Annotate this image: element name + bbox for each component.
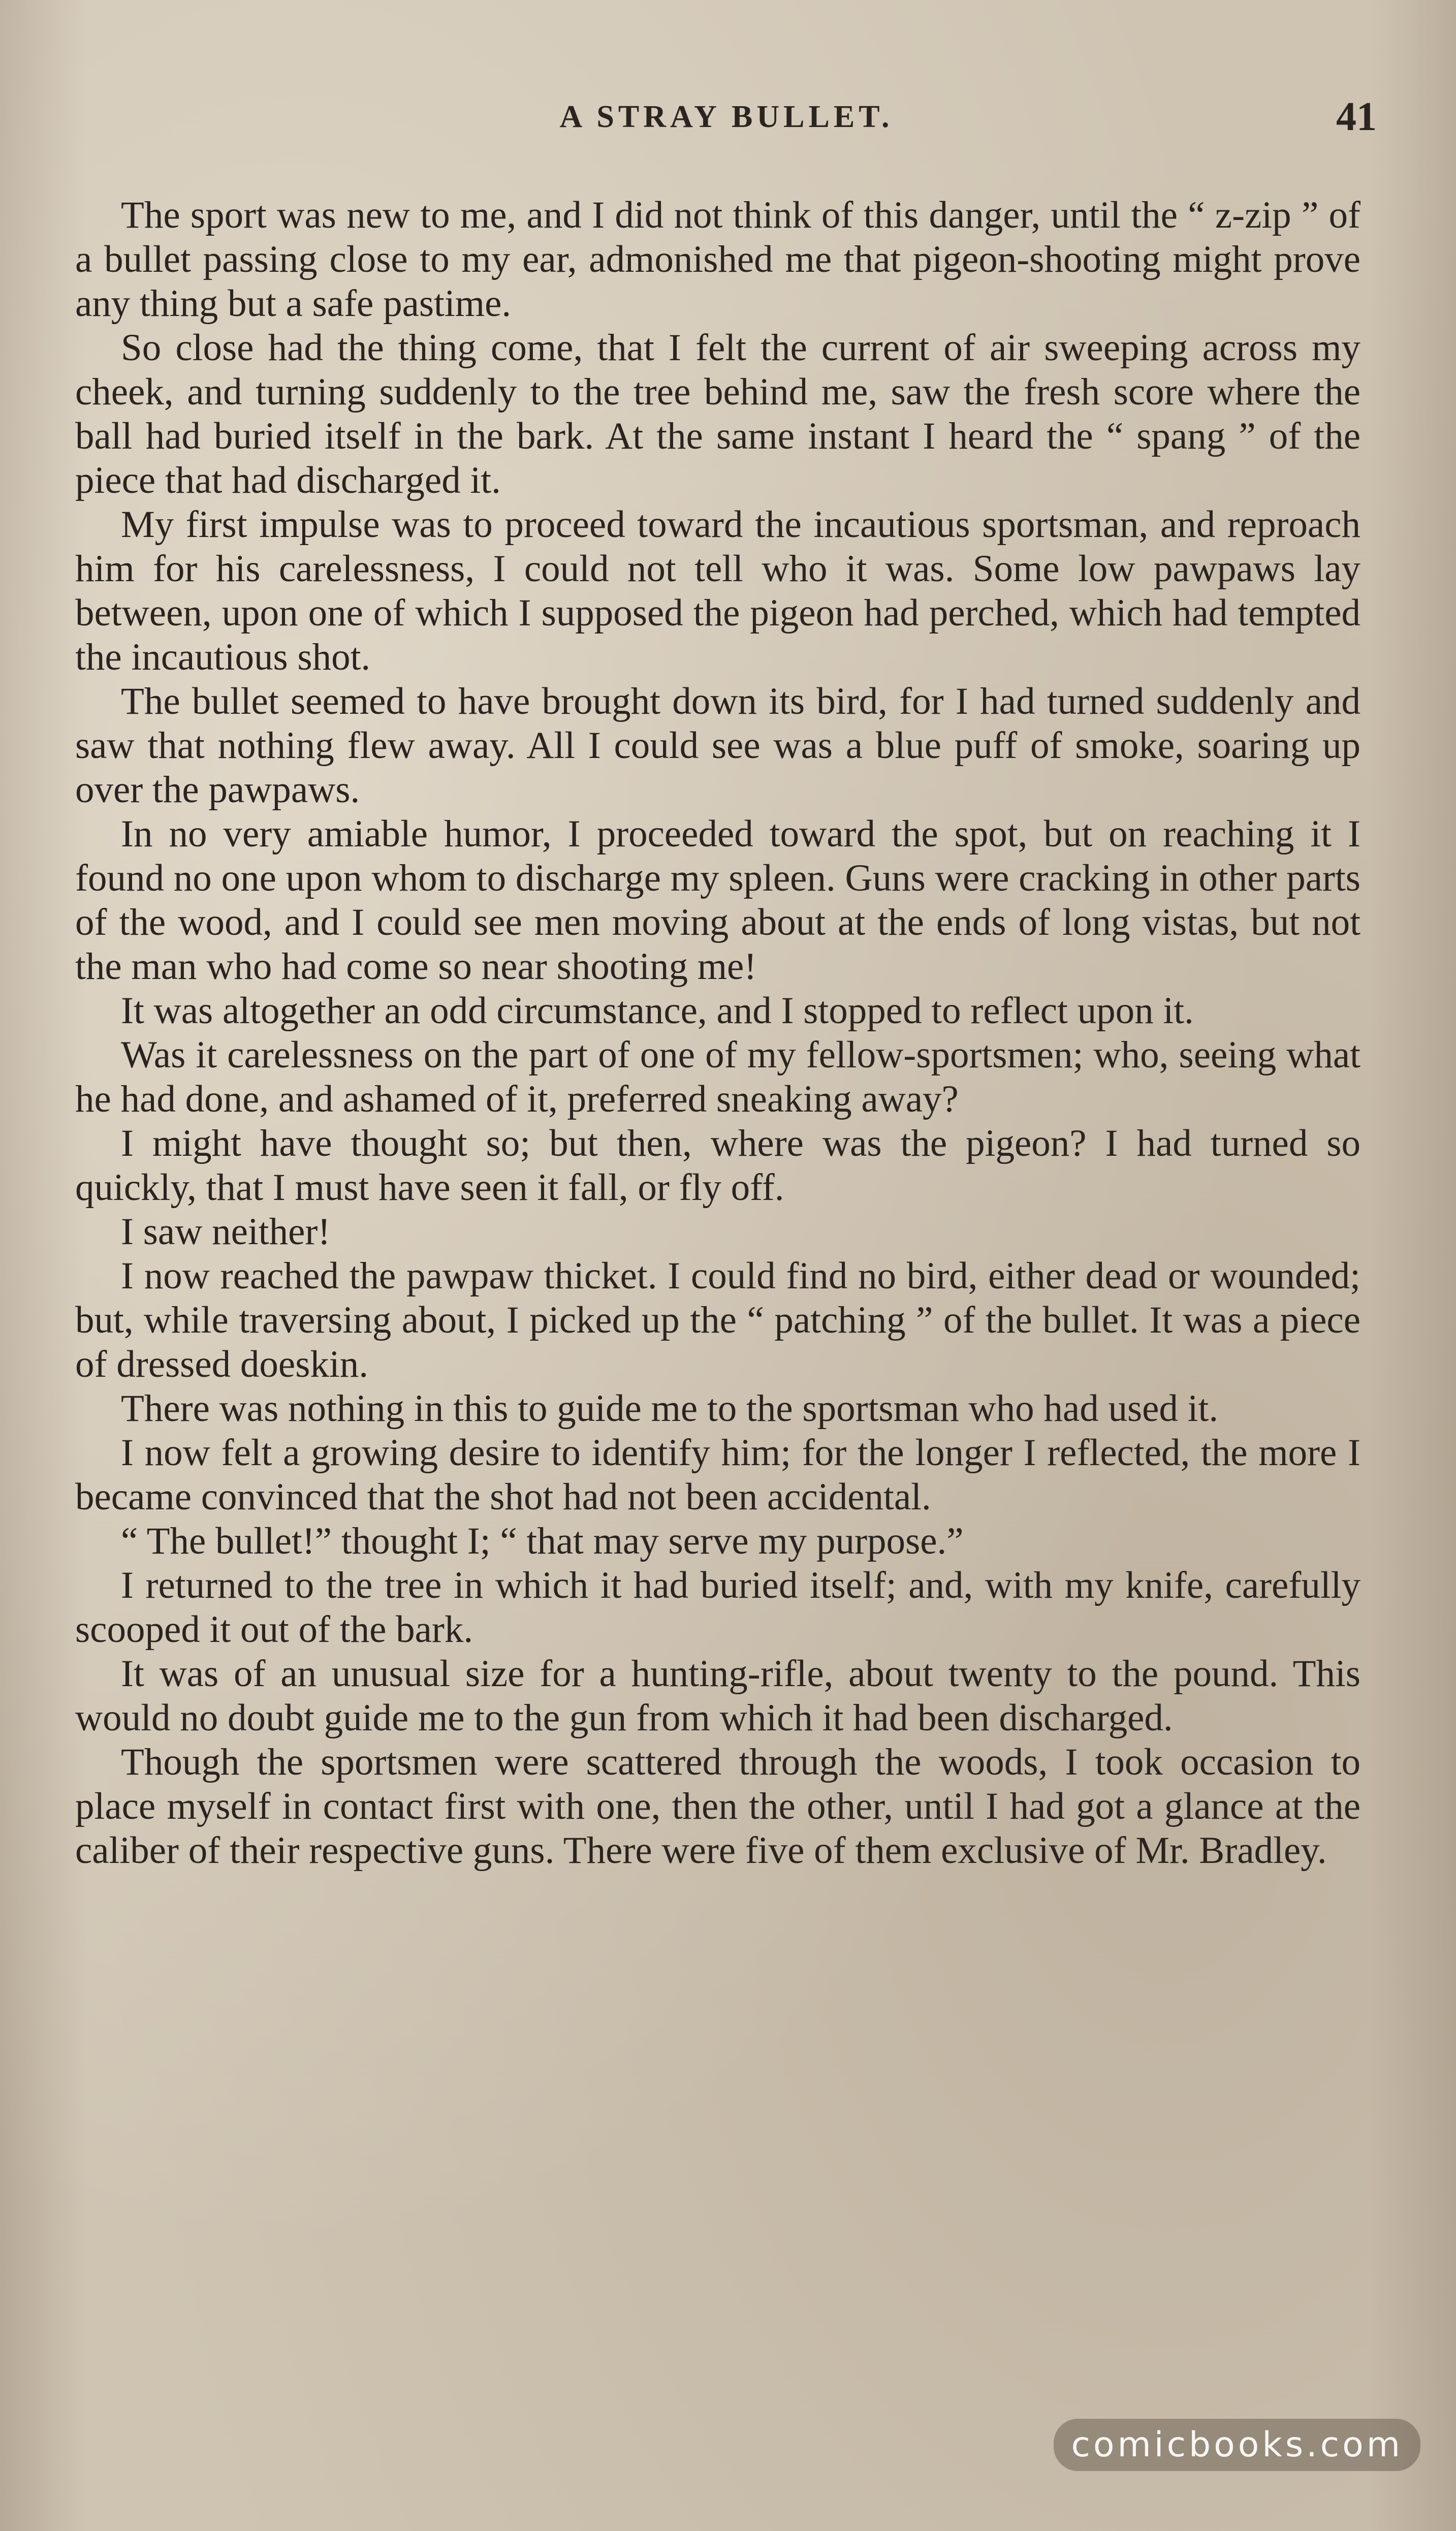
page-number: 41 [1336,94,1377,139]
paragraph: “ The bullet!” thought I; “ that may serve my purpose.” [121,1520,964,1562]
paragraph: Was it carelessness on the part of one of my fellow-sportsmen; who, seeing what he had done, and ashamed of it, preferred sneaking away? [75,1034,1360,1120]
paragraph: I might have thought so; but then, where was the pigeon? I had turned so quickly, that I must have seen it fall, or fly off. [75,1122,1360,1209]
paragraph: It was altogether an odd circumstance, and I stopped to reflect upon it. [121,990,1194,1032]
paragraph: It was of an unusual size for a hunting-rifle, about twenty to the pound. This would no doubt guide me to the gun from which it had been discharged. [75,1653,1360,1739]
paragraph: The bullet seemed to have brought down its bird, for I had turned suddenly and saw that nothing flew away. All I could see was a blue puff of smoke, soaring up over the pawpaws. [75,680,1360,811]
paragraph: I now reached the pawpaw thicket. I could find no bird, either dead or wounded; but, while traversing about, I picked up the “ patching ” of the bullet. It was a piece of dressed doeskin. [75,1255,1360,1385]
paragraph: The sport was new to me, and I did not think of this danger, until the “ z-zip ” of a bullet passing close to my ear, admonished me that pigeon-shooting might prove any thing but a safe pastime. [75,194,1360,325]
paragraph: There was nothing in this to guide me to the sportsman who had used it. [121,1387,1219,1430]
running-head [76,89,1377,145]
paragraph: So close had the thing come, that I felt the current of air sweeping across my cheek, and turning suddenly to the tree behind me, saw the fresh score where the ball had buried itself in the bark. At the same instant I heard the “ spang ” of the piece that had discharged it. [75,327,1360,501]
paragraph: My first impulse was to proceed toward the incautious sportsman, and reproach him for his carelessness, I could not tell who it was. Some low pawpaws lay between, upon one of which I supposed the pigeon had perched, which had tempted the incautious shot. [75,503,1360,678]
paragraph: Though the sportsmen were scattered through the woods, I took occasion to place myself in contact first with one, then the other, until I had got a glance at the caliber of their respective guns. There were five of them exclusive of Mr. Bradley. [75,1741,1360,1872]
body-text [75,193,1360,1873]
paragraph: I saw neither! [121,1211,331,1253]
running-title: A STRAY BULLET. [559,100,894,134]
watermark: comicbooks.com [1054,2419,1420,2471]
paragraph: In no very amiable humor, I proceeded toward the spot, but on reaching it I found no one upon whom to discharge my spleen. Guns were cracking in other parts of the wood, and I could see men moving about at the ends of long vistas, but not the man who had come so near shooting me! [75,813,1360,988]
paragraph: I now felt a growing desire to identify him; for the longer I reflected, the more I became convinced that the shot had not been accidental. [75,1432,1360,1518]
paragraph: I returned to the tree in which it had buried itself; and, with my knife, carefully scooped it out of the bark. [75,1564,1360,1651]
